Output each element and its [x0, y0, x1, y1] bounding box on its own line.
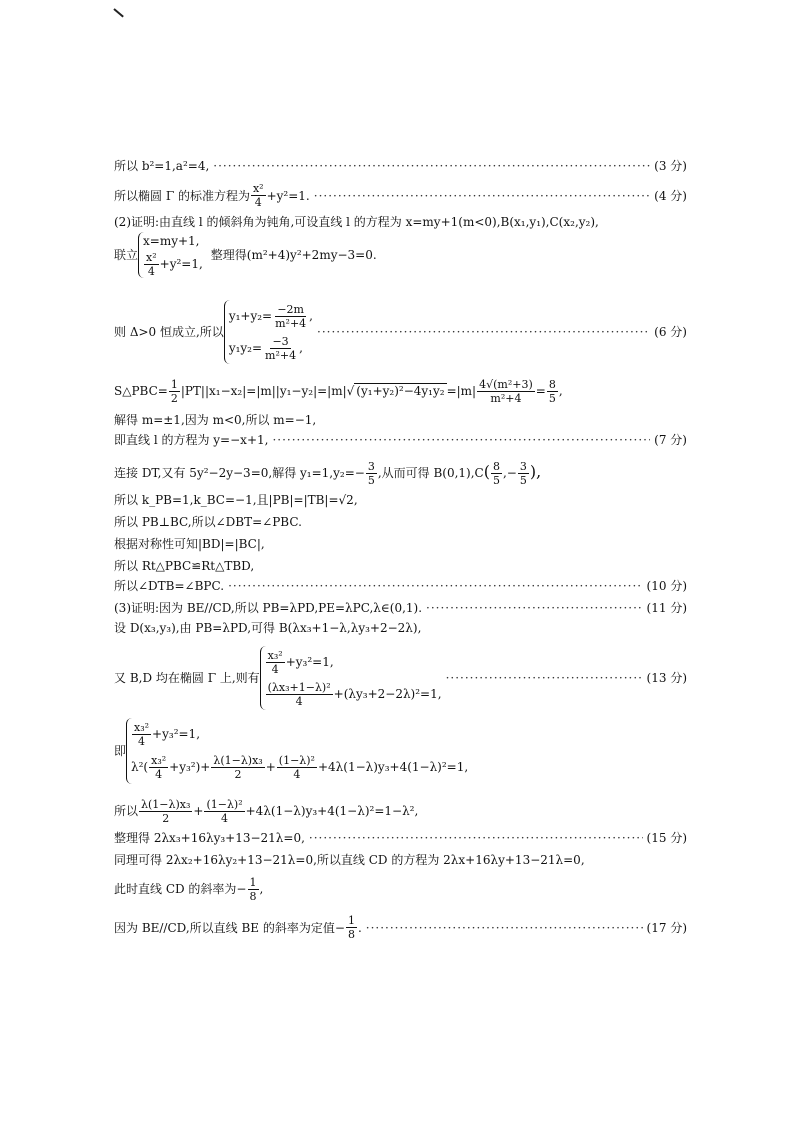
line-expanded-system: 即 $\frac{\text{x₃²}}{4}$ +y₃²=1, λ²( $\frac{\text{x₃²}}{4}$ +y₃²)+ $\frac{\text{λ(1−λ)x₃}}{2}$ + $\frac{\text{(1−λ)²}}{4}$ +4λ(1−λ)y₃+4(1−λ)²=1, — [114, 718, 687, 784]
fraction: $\frac{\text{x²}}{4}$ — [252, 182, 264, 209]
leader-dots — [317, 324, 650, 340]
line-bd-on-ellipse: 又 B,D 均在椭圆 Γ 上,则有 $\frac{\text{x₃²}}{4}$ +y₃²=1, $\frac{\text{(λx₃+1−λ)²}}{4}$ +(λy₃+2−2λ)²=1, ····· (13 分) — [114, 646, 687, 710]
line-triangle-area: S△PBC= $\frac{1}{2}$ |PT||x₁−x₂|=|m||y₁−y₂|=|m|√ (y₁+y₂)²−4y₁y₂ =|m| $\frac{\text{4√(m²+3)}}{\text{m²+4}}$ = $\frac{8}{5}$ , — [114, 378, 563, 405]
score-11: (11 分) — [646, 601, 687, 615]
score-4: (4 分) — [654, 188, 687, 203]
line-ellipse-equation: 所以椭圆 Γ 的标准方程为 $\frac{\text{x²}}{4}$ +y²=1. ····· (4 分) — [114, 182, 687, 209]
leader-dots — [213, 158, 650, 174]
score-15: (15 分) — [646, 831, 687, 845]
leader-dots — [366, 920, 643, 936]
line-cd-slope: 此时直线 CD 的斜率为− $\frac{1}{8}$ , — [114, 876, 264, 903]
line-part2-setup: (2)证明:由直线 l 的倾斜角为钝角,可设直线 l 的方程为 x=my+1(m<0),B(x₁,y₁),C(x₂,y₂), — [114, 215, 599, 229]
line-angle-equal: 所以∠DTB=∠BPC. ····· (10 分) — [114, 578, 687, 594]
line-vieta: 则 Δ>0 恒成立,所以 y₁+y₂= $\frac{-2m}{\text{m²+4}}$ , y₁y₂= $\frac{-3}{\text{m²+4}}$ , ····· (6 分) — [114, 300, 687, 364]
line-slopes: 所以 k_PB=1,k_BC=−1,且|PB|=|TB|=√2, — [114, 493, 358, 507]
score-3: (3 分) — [654, 159, 687, 173]
leader-dots — [272, 432, 650, 448]
score-13: (13 分) — [646, 671, 687, 685]
line-congruent: 所以 Rt△PBC≌Rt△TBD, — [114, 559, 255, 573]
line-simplify: 整理得 2λx₃+16λy₃+13−21λ=0, ····· (15 分) — [114, 830, 687, 846]
line-points-bc: 连接 DT,又有 5y²−2y−3=0,解得 y₁=1,y₂=− $\frac{3}{5}$ ,从而可得 B(0,1),C( $\frac{8}{5}$ ,− $\frac{3}{5}$ ), — [114, 460, 542, 487]
line-set-d: 设 D(x₃,y₃),由 PB=λPD,可得 B(λx₃+1−λ,λy₃+2−2λ), — [114, 621, 422, 635]
line-symmetry: 根据对称性可知|BD|=|BC|, — [114, 537, 265, 551]
leader-dots — [228, 578, 642, 594]
leader-dots — [446, 670, 643, 686]
line-solve-m: 解得 m=±1,因为 m<0,所以 m=−1, — [114, 413, 317, 427]
line-b2-a2: 所以 b²=1,a²=4, ····· (3 分) — [114, 158, 687, 174]
score-10: (10 分) — [646, 579, 687, 593]
score-17: (17 分) — [646, 920, 687, 935]
leader-dots — [309, 830, 643, 846]
line-cd-equation: 同理可得 2λx₂+16λy₂+13−21λ=0,所以直线 CD 的方程为 2λx+16λy+13−21λ=0, — [114, 853, 585, 867]
line-subtract: 所以 $\frac{\text{λ(1−λ)x₃}}{2}$ + $\frac{\text{(1−λ)²}}{4}$ +4λ(1−λ)y₃+4(1−λ)²=1−λ², — [114, 798, 419, 825]
score-7: (7 分) — [654, 433, 687, 447]
leader-dots — [426, 600, 643, 616]
line-line-l-equation: 即直线 l 的方程为 y=−x+1, ····· (7 分) — [114, 432, 687, 448]
leader-dots — [314, 188, 650, 204]
line-part3-setup: (3)证明:因为 BE//CD,所以 PB=λPD,PE=λPC,λ∈(0,1). ····· (11 分) — [114, 600, 687, 616]
line-perpendicular: 所以 PB⊥BC,所以∠DBT=∠PBC. — [114, 515, 302, 529]
score-6: (6 分) — [654, 325, 687, 339]
line-simultaneous: 联立 x=my+1, $\frac{\text{x²}}{4}$ +y²=1, 整理得(m²+4)y²+2my−3=0. — [114, 232, 687, 278]
line-be-slope: 因为 BE//CD,所以直线 BE 的斜率为定值− $\frac{1}{8}$ . ····· (17 分) — [114, 914, 687, 941]
scan-corner-mark — [113, 8, 123, 17]
